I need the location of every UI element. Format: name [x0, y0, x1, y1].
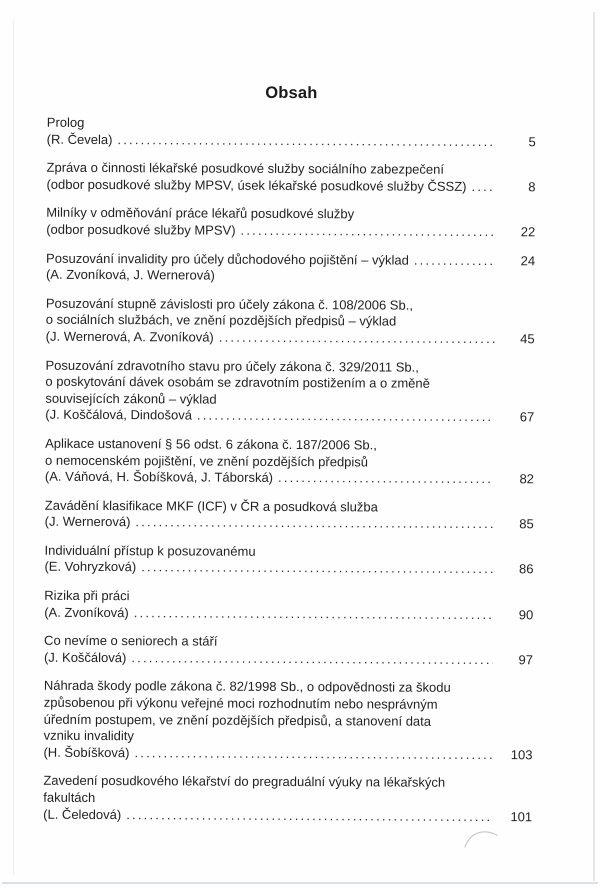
toc-entry-text: Individuální přístup k posuzovanému [44, 542, 256, 559]
toc-entry [45, 436, 534, 488]
toc-entry-text: (J. Wernerová) [44, 513, 131, 530]
toc-entry-text: (J. Wernerová, A. Zvoníková) [45, 328, 214, 345]
dot-leader [126, 807, 492, 826]
toc-line [43, 745, 532, 764]
page-edge-left [13, 20, 14, 875]
toc-entry [44, 543, 533, 579]
page-title: Obsah [265, 83, 318, 103]
page-edge-bottom [2, 882, 598, 884]
toc-line [45, 407, 534, 426]
toc-entry [45, 357, 534, 426]
toc-entry [43, 678, 532, 764]
toc-entry-text: fakultách [43, 789, 96, 805]
toc-line [47, 131, 536, 150]
dot-leader [134, 605, 494, 623]
dot-leader [240, 223, 495, 241]
toc-line [45, 514, 534, 533]
page-number: 97 [518, 652, 534, 668]
page-number: 90 [518, 606, 534, 622]
toc-content [43, 83, 536, 838]
toc-entry [46, 250, 535, 286]
page-number: 82 [519, 471, 534, 487]
toc-line [43, 806, 532, 825]
toc-entry-text: úředním postupem, ve znění pozdějších předpisů, a stanovení data [43, 711, 432, 729]
toc-entry-text: (R. Čevela) [46, 131, 113, 147]
toc-entry-text: o nemocenském pojištění, ve znění pozdějších předpisů [44, 452, 369, 469]
toc-entry-text: (A. Váňová, H. Šobíšková, J. Táborská) [44, 468, 274, 486]
toc-entry-text: Posuzování zdravotního stavu pro účely zákona č. 329/2011 Sb., [45, 357, 419, 375]
toc-entry-text: souvisejících zákonů – výklad [45, 390, 217, 407]
dot-leader [141, 560, 493, 578]
toc-entry-text: vzniku invalidity [43, 727, 134, 744]
toc-entry-text: Zpráva o činnosti lékařské posudkové služby sociálního zabezpečení [46, 159, 445, 177]
toc-entry [43, 773, 532, 825]
toc-entry-text: Co nevíme o seniorech a stáří [44, 632, 218, 649]
toc-entry-text: Rizika při práci [44, 587, 130, 604]
toc-line [46, 176, 535, 195]
page-number: 103 [510, 746, 533, 763]
dot-leader [117, 132, 495, 151]
dot-leader [197, 408, 494, 426]
toc-entry-text: Posuzování invalidity pro účely důchodového pojištění – výklad [46, 250, 409, 268]
dot-leader [131, 650, 493, 668]
toc-line [46, 329, 535, 348]
toc-entry-text: Náhrada škody podle zákona č. 82/1998 Sb., o odpovědnosti za škodu [43, 678, 451, 696]
toc-list [43, 115, 536, 826]
page-number: 85 [519, 516, 534, 532]
page-number: 24 [520, 252, 536, 268]
page-number: 67 [519, 409, 535, 425]
page-number: 5 [528, 133, 536, 149]
toc-line [45, 469, 534, 488]
toc-line [44, 559, 533, 578]
toc-entry-text: (A. Zvoníková) [44, 604, 129, 620]
toc-line [46, 222, 535, 241]
dot-leader [471, 179, 495, 196]
toc-entry-text: způsobenou při výkonu veřejné moci rozhodnutím nebo nesprávným [43, 694, 438, 712]
dot-leader [135, 514, 493, 532]
toc-entry-text: Prolog [46, 114, 85, 130]
pen-mark [462, 826, 502, 852]
toc-entry-text: (J. Koščálová, Dindošová [45, 407, 192, 423]
toc-line [44, 650, 533, 669]
toc-entry [44, 633, 533, 669]
page-number: 101 [510, 808, 533, 824]
toc-entry-text: (H. Šobíšková) [43, 744, 130, 760]
toc-entry-text: o sociálních službách, ve znění pozdějších předpisů – výklad [45, 312, 397, 329]
toc-line [44, 604, 533, 623]
dot-leader [134, 745, 492, 763]
toc-entry-text: (J. Koščálová) [43, 649, 127, 665]
page-number: 22 [520, 224, 536, 240]
toc-entry [45, 497, 534, 533]
toc-entry [44, 588, 533, 624]
page-edge-right [593, 12, 595, 881]
toc-entry-text: o poskytování dávek osobám se zdravotním postižením a o změně [45, 373, 430, 391]
page-number: 8 [528, 179, 536, 195]
toc-entry-text: (A. Zvoníková, J. Wernerová) [45, 266, 215, 283]
toc-entry-text: Zavedení posudkového lékařství do pregraduální výuky na lékařských [43, 773, 446, 791]
toc-entry [47, 115, 536, 151]
toc-entry [46, 295, 535, 347]
toc-line [46, 267, 535, 286]
toc-line [43, 773, 532, 792]
toc-entry-text: Aplikace ustanovení § 56 odst. 6 zákona č. 187/2006 Sb., [45, 435, 377, 453]
toc-entry-text: Posuzování stupně závislosti pro účely zákona č. 108/2006 Sb., [45, 295, 414, 313]
page-number: 45 [520, 331, 535, 347]
toc-entry-text: (odbor posudkové služby MPSV, úsek lékařské posudkové služby ČSSZ) [46, 176, 467, 194]
toc-entry [46, 205, 535, 241]
toc-entry-text: (odbor posudkové služby MPSV) [46, 221, 236, 238]
toc-entry-text: Zavádění klasifikace MKF (ICF) v ČR a posudková služba [44, 497, 378, 515]
dot-leader [414, 252, 495, 269]
dot-leader [219, 330, 495, 348]
toc-entry [46, 160, 535, 196]
toc-entry-text: (E. Vohryzková) [44, 559, 137, 575]
dot-leader [278, 470, 494, 488]
toc-entry-text: (L. Čeledová) [43, 806, 122, 822]
page-number: 86 [518, 561, 534, 577]
toc-entry-text: Milníky v odměňování práce lékařů posudkové služby [46, 205, 355, 222]
